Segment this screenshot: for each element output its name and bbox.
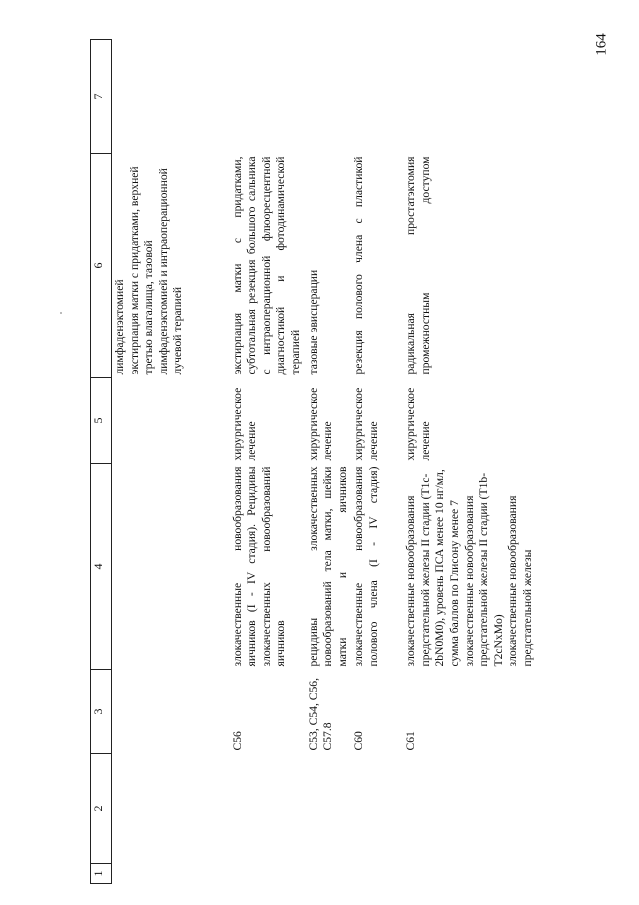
cell-col2 bbox=[351, 754, 403, 864]
page-number: 164 bbox=[593, 33, 610, 56]
cell-col2 bbox=[306, 754, 352, 864]
cell-procedure: радикальная простатэктомия промежностным доступом bbox=[404, 156, 432, 375]
medical-procedures-table bbox=[90, 39, 603, 884]
col-header-4: 4 bbox=[91, 464, 112, 670]
col-header-6: 6 bbox=[91, 154, 112, 378]
cell-procedure: лимфаденэктомией экстирпация матки с придатками, верхней третью влагалища, тазовой лимфаденэктомией и интраоперационной лучевой терапией bbox=[113, 166, 185, 375]
header-row bbox=[91, 40, 112, 884]
col-header-2: 2 bbox=[91, 754, 112, 864]
cell-icd-codes: C53, C54, C56, C57.8 bbox=[306, 678, 335, 751]
cell-diagnosis bbox=[112, 464, 230, 670]
cell-icd-codes bbox=[112, 670, 230, 754]
cell-icd-codes: C60 bbox=[352, 731, 366, 751]
cell-col7 bbox=[230, 40, 306, 154]
table-row bbox=[403, 40, 603, 884]
col-header-5: 5 bbox=[91, 378, 112, 464]
cell-col7 bbox=[112, 40, 230, 154]
cell-col1 bbox=[403, 864, 603, 884]
table-row bbox=[230, 40, 306, 884]
table-row bbox=[351, 40, 403, 884]
cell-col7 bbox=[306, 40, 352, 154]
col-header-1: 1 bbox=[91, 864, 112, 884]
table-row bbox=[306, 40, 352, 884]
cell-procedure: экстирпация матки с придатками, субтотальная резекция большого сальника с интраоперационной флюоресцентной диагностикой и фотодинамической терапией bbox=[230, 156, 302, 375]
cell-col1 bbox=[112, 864, 230, 884]
cell-col1 bbox=[306, 864, 352, 884]
cell-col2 bbox=[112, 754, 230, 864]
table-body bbox=[112, 40, 604, 884]
cell-col2 bbox=[403, 754, 603, 864]
cell-col1 bbox=[230, 864, 306, 884]
table-header bbox=[91, 40, 112, 884]
col-header-3: 3 bbox=[91, 670, 112, 754]
cell-diagnosis: злокачественные новообразования яичников (I - IV стадия). Рецидивы злокачественных новообразований яичников bbox=[230, 466, 288, 667]
cell-col1 bbox=[351, 864, 403, 884]
col-header-7: 7 bbox=[91, 40, 112, 154]
scan-speck bbox=[60, 312, 62, 314]
rotated-sheet bbox=[90, 40, 610, 884]
cell-treatment-type: хирургическое лечение bbox=[306, 387, 335, 461]
cell-diagnosis: злокачественные новообразования полового члена (I - IV стадия) bbox=[352, 466, 380, 667]
cell-col2 bbox=[230, 754, 306, 864]
cell-treatment-type bbox=[112, 378, 230, 464]
cell-col7 bbox=[403, 40, 603, 154]
cell-diagnosis: рецидивы злокачественных новообразований тела матки, шейки матки и яичников bbox=[306, 466, 349, 667]
cell-diagnosis: злокачественные новообразования предстательной железы II стадии (T1c-2bN0M0), уровень ПСА менее 10 нг/мл, сумма баллов по Глисону менее 7 злокачественные новообразования предстательной железы II стадии (T1b-T2cNxMo) злокачественные новообразования предстательной железы bbox=[404, 469, 535, 667]
cell-treatment-type: хирургическое лечение bbox=[404, 387, 432, 461]
cell-icd-codes: C56 bbox=[230, 731, 244, 751]
cell-procedure: резекция полового члена с пластикой bbox=[352, 156, 366, 375]
table-row bbox=[112, 40, 230, 884]
cell-col7 bbox=[351, 40, 403, 154]
cell-treatment-type: хирургическое лечение bbox=[352, 387, 380, 461]
cell-icd-codes: C61 bbox=[404, 731, 418, 751]
cell-treatment-type: хирургическое лечение bbox=[230, 387, 259, 461]
cell-procedure: тазовые эвисцерации bbox=[306, 269, 320, 375]
